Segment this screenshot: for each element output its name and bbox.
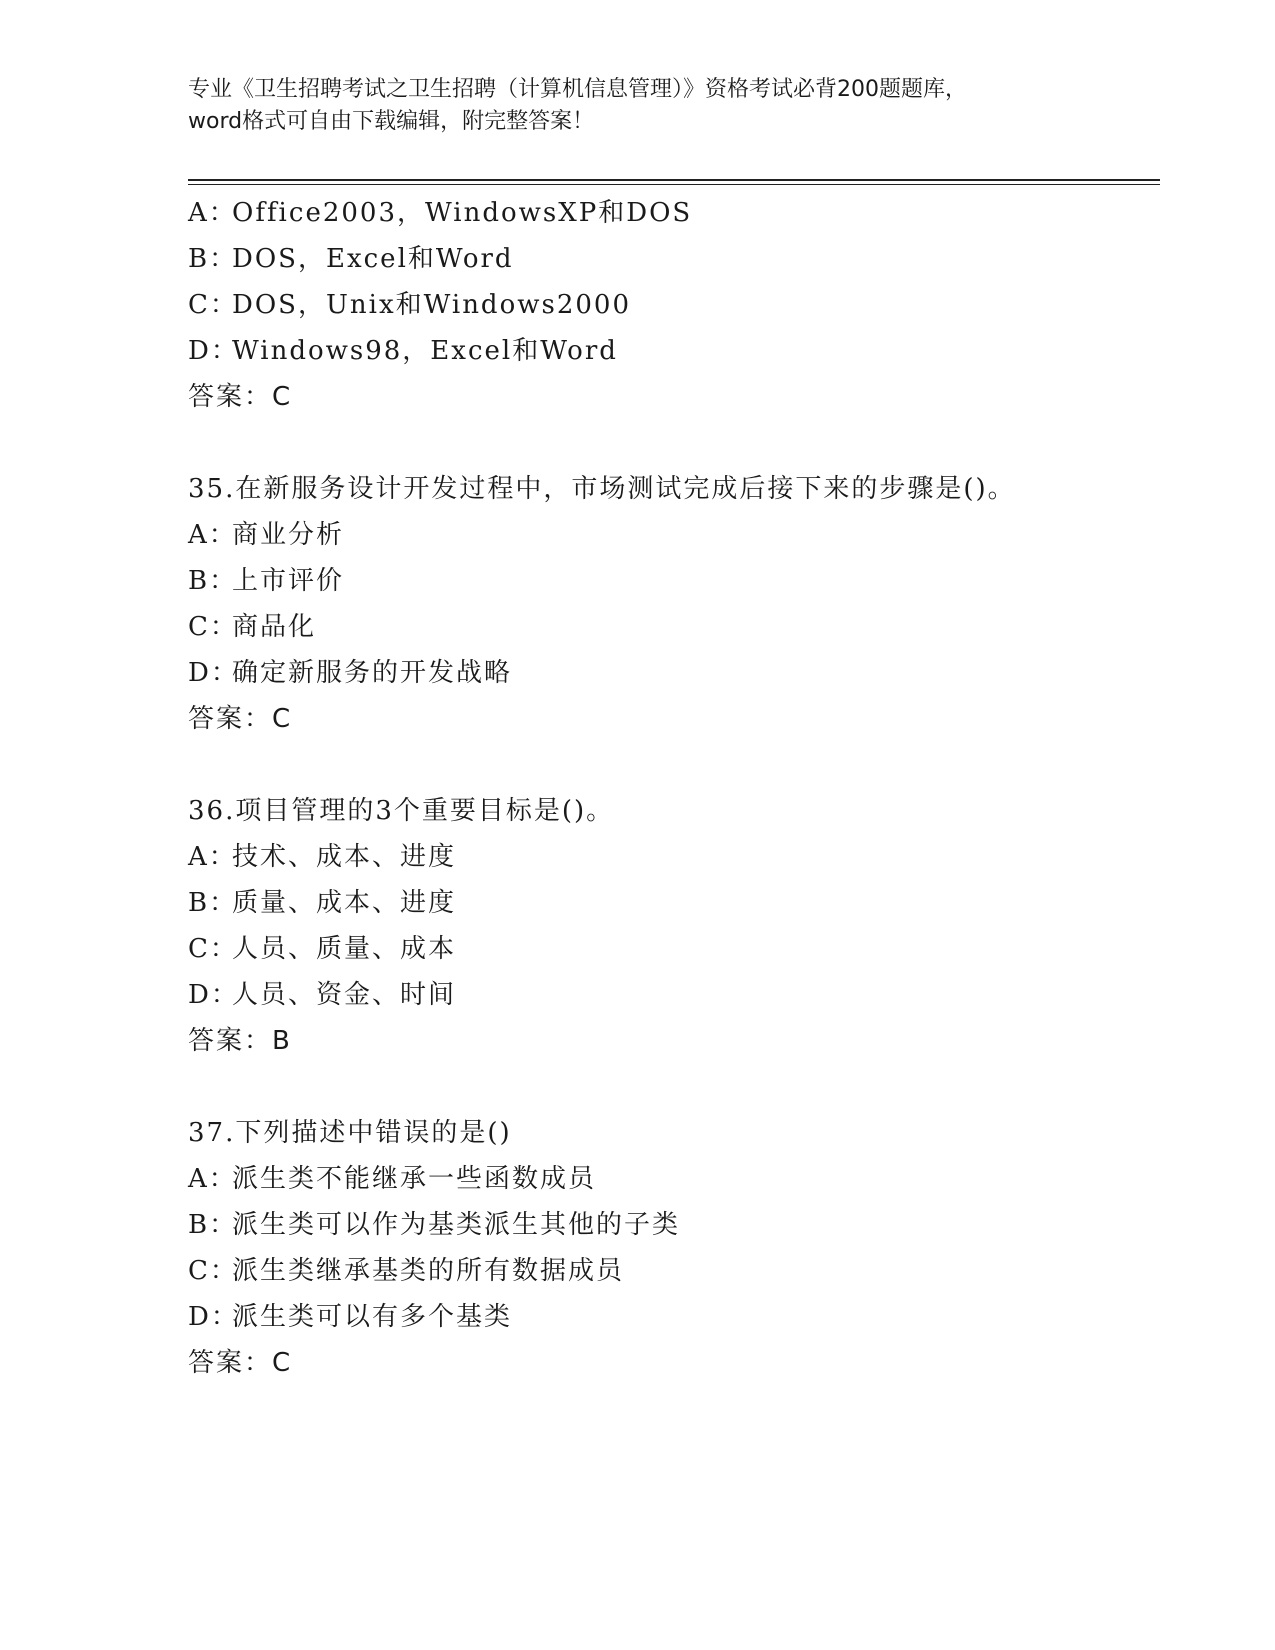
option-c [188, 282, 1168, 328]
option-text: Office2003，WindowsXP和DOS [232, 198, 693, 228]
option-label: D： [188, 1302, 239, 1332]
option-d [188, 1294, 1168, 1340]
option-text: 人员、资金、时间 [232, 980, 457, 1010]
option-label: B： [188, 566, 238, 596]
option-text: 技术、成本、进度 [232, 842, 457, 872]
option-c [188, 604, 1168, 650]
option-c [188, 1248, 1168, 1294]
option-b [188, 236, 1168, 282]
option-text: DOS，Excel和Word [232, 244, 514, 274]
option-b [188, 558, 1168, 604]
option-label: B： [188, 1210, 238, 1240]
question-block-36 [188, 788, 1168, 1064]
option-label: C： [188, 290, 238, 320]
question-stem: 36.项目管理的3个重要目标是()。 [188, 796, 615, 826]
option-label: B： [188, 244, 238, 274]
spacer [188, 742, 1168, 788]
option-text: 派生类可以有多个基类 [232, 1302, 513, 1332]
header-title-line-1: 专业《卫生招聘考试之卫生招聘（计算机信息管理）》资格考试必背200题题库， [188, 77, 967, 102]
question-stem: 37.下列描述中错误的是() [188, 1118, 512, 1148]
option-a [188, 190, 1168, 236]
option-text: 派生类不能继承一些函数成员 [232, 1164, 597, 1194]
option-label: A： [188, 1164, 237, 1194]
header-title-line-2: word格式可自由下载编辑，附完整答案！ [188, 109, 595, 134]
option-a [188, 1156, 1168, 1202]
option-text: 商品化 [232, 612, 317, 642]
answer-line: 答案：C [188, 382, 293, 412]
option-c [188, 926, 1168, 972]
question-block-35 [188, 466, 1168, 742]
answer-line: 答案：C [188, 1348, 293, 1378]
option-a [188, 512, 1168, 558]
option-text: DOS，Unix和Windows2000 [232, 290, 631, 320]
question-block-partial [188, 190, 1168, 420]
option-label: D： [188, 336, 239, 366]
option-text: 商业分析 [232, 520, 345, 550]
header-divider-thick [188, 179, 1160, 181]
question-block-37 [188, 1110, 1168, 1386]
option-b [188, 1202, 1168, 1248]
option-label: B： [188, 888, 238, 918]
spacer [188, 420, 1168, 466]
answer-line: 答案：B [188, 1026, 292, 1056]
question-stem: 35.在新服务设计开发过程中，市场测试完成后接下来的步骤是()。 [188, 474, 1016, 504]
option-d [188, 650, 1168, 696]
question-list [188, 190, 1168, 1386]
option-text: 质量、成本、进度 [232, 888, 457, 918]
option-label: C： [188, 612, 238, 642]
spacer [188, 1064, 1168, 1110]
option-label: A： [188, 198, 237, 228]
option-a [188, 834, 1168, 880]
option-label: D： [188, 658, 239, 688]
option-text: 上市评价 [232, 566, 345, 596]
option-b [188, 880, 1168, 926]
document-header [188, 74, 1088, 138]
option-text: 派生类可以作为基类派生其他的子类 [232, 1210, 681, 1240]
option-text: 人员、质量、成本 [232, 934, 457, 964]
option-label: C： [188, 934, 238, 964]
option-label: A： [188, 842, 237, 872]
option-d [188, 328, 1168, 374]
header-divider-thin [188, 184, 1160, 185]
option-text: 派生类继承基类的所有数据成员 [232, 1256, 625, 1286]
option-label: D： [188, 980, 239, 1010]
answer-line: 答案：C [188, 704, 293, 734]
option-label: A： [188, 520, 237, 550]
option-text: 确定新服务的开发战略 [232, 658, 513, 688]
option-text: Windows98，Excel和Word [232, 336, 618, 366]
option-label: C： [188, 1256, 238, 1286]
option-d [188, 972, 1168, 1018]
